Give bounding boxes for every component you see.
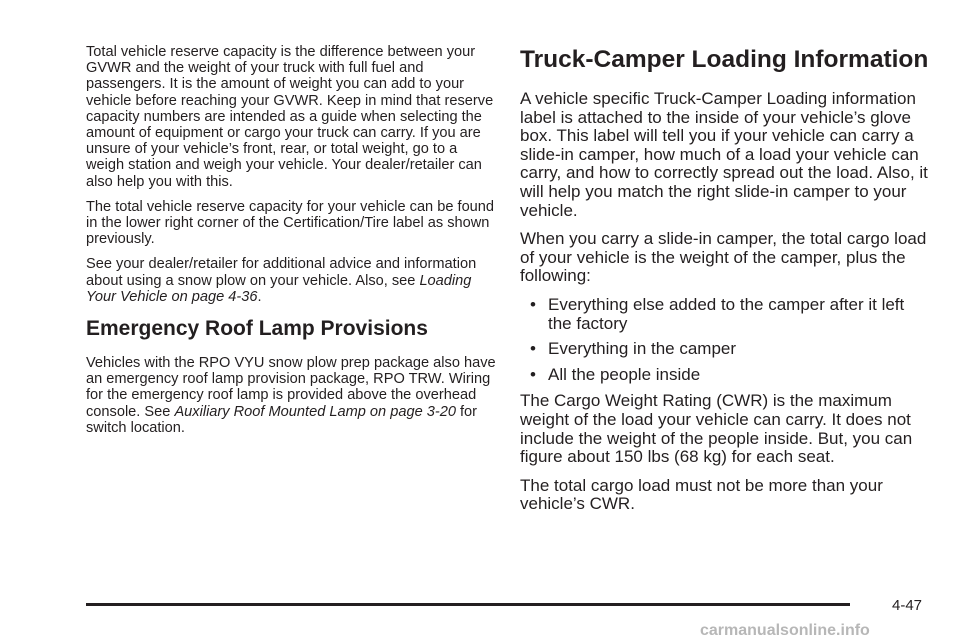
list-item-text: Everything in the camper (548, 339, 737, 359)
cwr-paragraph: The Cargo Weight Rating (CWR) is the maximum weight of the load your vehicle can carry. It does not include the weight of the people inside. But, you can figure about 150 lbs (68 kg) for each seat. (520, 391, 913, 467)
emergency-roof-lamp-text: Vehicles with the RPO VYU snow plow prep package also have an emergency roof lamp provision package, RPO TRW. Wiring for the emergency roof lamp is provided above the overhead console. See (86, 355, 496, 420)
list-item (520, 340, 930, 359)
right-column (520, 46, 930, 524)
bullet-glyph: • (530, 364, 536, 384)
list-item-text: Everything else added to the camper after it left the factory (548, 294, 905, 333)
list-item-text: All the people inside (548, 364, 701, 384)
bullet-glyph: • (530, 294, 536, 314)
snow-plow-advice-paragraph (86, 256, 496, 305)
list-item (520, 296, 930, 333)
snow-plow-advice-text: See your dealer/retailer for additional advice and information about using a snow plow on your vehicle. Also, see (86, 256, 477, 289)
reserve-capacity-paragraph: Total vehicle reserve capacity is the difference between your GVWR and the weight of your truck with full fuel and passengers. It is the amount of weight you can add to your vehicle before reaching your GVWR. Keep in mind that reserve capacity numbers are intended as a guide when selecting the amount of equipment or cargo your truck can carry. If you are unsure of your vehicle’s front, rear, or total weight, go to a weigh station and weigh your vehicle. Your dealer/retailer can also help you with this. (86, 44, 494, 190)
left-column (86, 44, 496, 445)
loading-vehicle-reference-link[interactable]: Loading Your Vehicle on page 4-36 (86, 272, 472, 305)
page-number: 4-47 (892, 597, 923, 614)
emergency-roof-lamp-paragraph (86, 355, 496, 436)
reserve-capacity-location-paragraph: The total vehicle reserve capacity for your vehicle can be found in the lower right corner of the Certification/Tire label as shown previously. (86, 198, 495, 248)
list-item (520, 366, 930, 385)
cargo-limit-paragraph: The total cargo load must not be more than your vehicle’s CWR. (520, 475, 883, 514)
auxiliary-roof-lamp-reference-link[interactable]: Auxiliary Roof Mounted Lamp on page 3-20 (174, 403, 456, 420)
camper-load-list (520, 296, 930, 384)
bullet-glyph: • (530, 339, 536, 359)
camper-cargo-load-paragraph: When you carry a slide-in camper, the total cargo load of your vehicle is the weight of the camper, plus the following: (520, 229, 927, 286)
truck-camper-heading: Truck-Camper Loading Information (520, 46, 929, 73)
camper-label-paragraph: A vehicle specific Truck-Camper Loading information label is attached to the inside of your vehicle’s glove box. This label will tell you if your vehicle can carry a slide-in camper, how much of a load your vehicle can carry, and how to correctly spread out the load. Also, it will help you match the right slide-in camper to your vehicle. (520, 89, 928, 220)
snow-plow-advice-end: . (257, 288, 262, 305)
emergency-roof-lamp-heading: Emergency Roof Lamp Provisions (86, 317, 428, 341)
emergency-roof-lamp-end: for switch location. (86, 403, 478, 436)
watermark: carmanualsonline.info (700, 622, 870, 639)
footer-rule (86, 603, 850, 606)
